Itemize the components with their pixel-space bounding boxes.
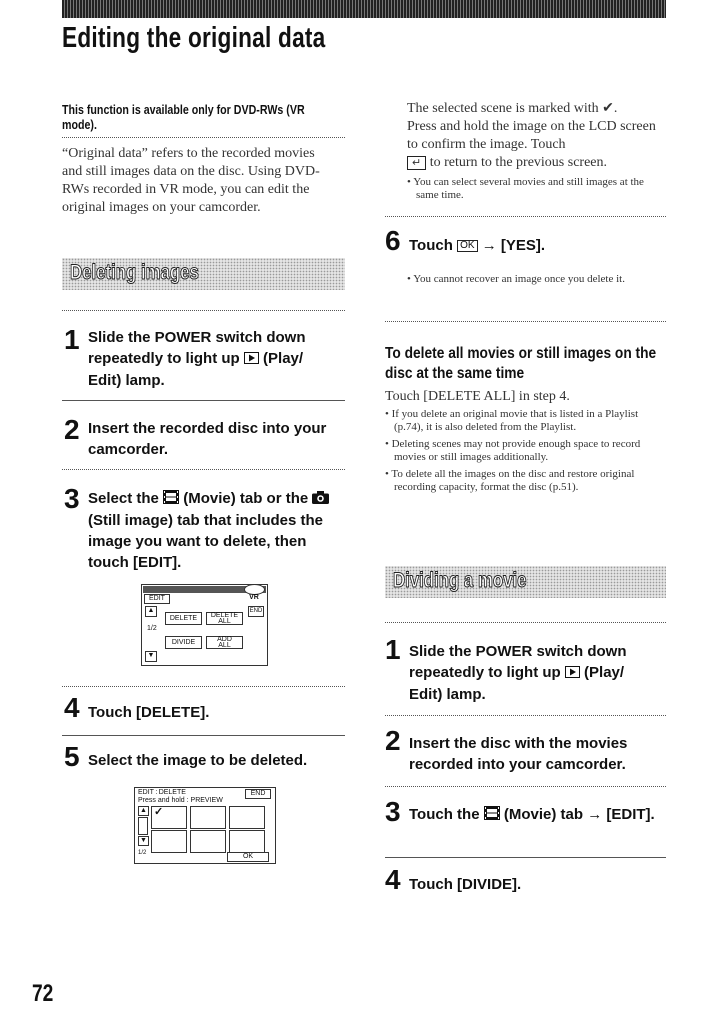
scroll-up-icon[interactable]: ▲ (145, 606, 157, 617)
thumbnail[interactable] (190, 806, 226, 829)
divider (385, 321, 666, 322)
divider (62, 686, 345, 687)
step-number: 2 (64, 414, 80, 445)
bullet-item: • If you delete an original movie that is listed in a Playlist (p.74), it is also deleted from the Playlist. (385, 408, 639, 433)
selected-mark-text: The selected scene is marked with ✔. (407, 101, 618, 116)
divider (62, 400, 345, 401)
thumbnail[interactable] (229, 806, 265, 829)
bullet-item: • To delete all the images on the disc and restore original recording capacity, format the disc (p.51). (385, 468, 635, 493)
preview-text: Press and hold the image on the LCD screen to confirm the image. Touch (407, 119, 656, 152)
return-text: ↵ to return to the previous screen. (407, 154, 669, 172)
divider (62, 469, 345, 470)
divider (385, 786, 666, 787)
thumbnail[interactable] (229, 830, 265, 853)
lead-note: This function is available only for DVD-RWs (VR mode). (62, 102, 305, 132)
lcd-screen-delete-select (134, 787, 276, 864)
step-2-text: Insert the recorded disc into your camcorder. (88, 420, 327, 458)
scrollbar[interactable] (138, 817, 148, 835)
step-number: 1 (385, 634, 401, 665)
thumbnail[interactable] (151, 806, 187, 829)
section-banner-deleting (62, 258, 345, 290)
checkmark-icon: ✓ (154, 806, 164, 818)
step-number: 6 (385, 225, 401, 256)
page-title: Editing the original data (62, 22, 326, 54)
page-number: 72 (32, 980, 54, 1007)
still-image-tab-icon (312, 489, 329, 510)
ok-button[interactable]: OK (227, 852, 269, 862)
step-number: 3 (385, 796, 401, 827)
play-edit-lamp-icon (565, 663, 580, 684)
scroll-down-icon[interactable]: ▼ (145, 651, 157, 662)
step-1-text: Slide the POWER switch down repeatedly to light up (Play/ Edit) lamp. (88, 329, 306, 389)
step-6-text: Touch OK → [YES]. (409, 237, 546, 254)
intro-text: “Original data” refers to the recorded movies and still images data on the disc. Using DVD-RWs recorded in VR mode, you can edit the original images on your camcorder. (62, 146, 320, 215)
return-icon: ↵ (407, 156, 426, 170)
page-counter: 1/2 (147, 625, 157, 632)
step-3-text: Select the (Movie) tab or the (Still image) tab that includes the image you want to delete, then touch [EDIT]. (88, 488, 348, 573)
scroll-down-icon[interactable]: ▼ (138, 836, 149, 846)
delete-all-text: Touch [DELETE ALL] in step 4. (385, 389, 570, 404)
play-edit-lamp-icon (244, 349, 259, 370)
section-title-dividing: Dividing a movie (393, 569, 527, 592)
divider (62, 735, 345, 736)
step-number: 1 (64, 324, 80, 355)
ok-icon: OK (457, 240, 477, 252)
divide-button[interactable]: DIVIDE (165, 636, 202, 649)
press-hold-hint: Press and hold : PREVIEW (138, 797, 223, 804)
end-button[interactable]: END (248, 606, 264, 617)
divide-step-4-text: Touch [DIVIDE]. (409, 876, 522, 893)
delete-button[interactable]: DELETE (165, 612, 202, 625)
thumbnail[interactable] (190, 830, 226, 853)
movie-tab-icon (484, 805, 500, 826)
header-bar (62, 0, 666, 18)
step-4-text: Touch [DELETE]. (88, 704, 210, 721)
screen-header: EDIT : DELETE (138, 789, 186, 796)
lcd-screen-edit-menu (141, 584, 268, 666)
divider (385, 216, 666, 217)
divider (385, 857, 666, 858)
bullet-list (385, 408, 657, 494)
divide-step-1-text: Slide the POWER switch down repeatedly to light up (Play/ Edit) lamp. (409, 643, 627, 703)
edit-tab[interactable]: EDIT (144, 594, 170, 604)
movie-tab-icon (163, 489, 179, 510)
step-number: 2 (385, 725, 401, 756)
step-number: 4 (385, 864, 401, 895)
divide-step-2-text: Insert the disc with the movies recorded into your camcorder. (409, 735, 628, 773)
divider (62, 137, 345, 138)
add-all-button[interactable]: ADD ALL (206, 636, 243, 649)
step-number: 5 (64, 741, 80, 772)
thumbnail[interactable] (151, 830, 187, 853)
divider (385, 715, 666, 716)
bullet-item: • Deleting scenes may not provide enough space to record movies or still images additionally. (385, 438, 641, 463)
subheading-delete-all: To delete all movies or still images on the disc at the same time (385, 345, 657, 382)
note-recover: • You cannot recover an image once you delete it. (407, 273, 625, 285)
divider (385, 622, 666, 623)
section-banner-dividing (385, 566, 666, 598)
step-number: 4 (64, 692, 80, 723)
step-5-text: Select the image to be deleted. (88, 752, 308, 769)
divider (62, 310, 345, 311)
step-number: 3 (64, 483, 80, 514)
delete-all-button[interactable]: DELETE ALL (206, 612, 243, 625)
section-title-deleting: Deleting images (70, 261, 199, 284)
end-button[interactable]: END (245, 789, 271, 799)
note-multiple: • You can select several movies and still images at the same time. (407, 176, 644, 201)
vr-label: VR (249, 594, 259, 601)
scroll-up-icon[interactable]: ▲ (138, 806, 149, 816)
divide-step-3-text: Touch the (Movie) tab → [EDIT]. (409, 804, 659, 826)
page-counter: 1/2 (138, 850, 147, 856)
